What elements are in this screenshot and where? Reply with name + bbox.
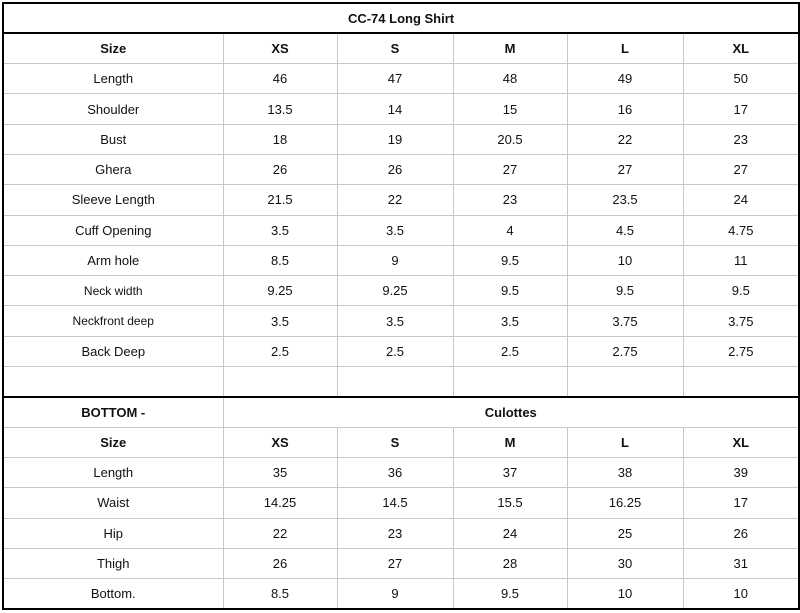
measurement-value-s: 19 <box>337 124 453 154</box>
measurement-value-xs: 3.5 <box>223 215 337 245</box>
bottom-size-header-row <box>3 427 799 457</box>
table-row <box>3 457 799 487</box>
measurement-label: Waist <box>3 488 223 518</box>
measurement-value-m: 27 <box>453 154 567 184</box>
measurement-value-xl: 26 <box>683 518 799 548</box>
measurement-value-s: 14 <box>337 94 453 124</box>
measurement-value-xl: 17 <box>683 488 799 518</box>
measurement-value-s: 9 <box>337 579 453 609</box>
measurement-value-l: 27 <box>567 154 683 184</box>
table-row <box>3 488 799 518</box>
measurement-value-l: 2.75 <box>567 336 683 366</box>
measurement-value-m: 23 <box>453 185 567 215</box>
table-row <box>3 548 799 578</box>
measurement-value-xs: 13.5 <box>223 94 337 124</box>
measurement-value-m: 3.5 <box>453 306 567 336</box>
measurement-value-m: 48 <box>453 64 567 94</box>
measurement-label: Arm hole <box>3 245 223 275</box>
table-row <box>3 518 799 548</box>
measurement-value-xs: 26 <box>223 154 337 184</box>
table-row <box>3 185 799 215</box>
measurement-value-xs: 46 <box>223 64 337 94</box>
size-chart-table <box>2 2 800 610</box>
bottom-section-label: BOTTOM - <box>3 397 223 427</box>
empty-cell <box>3 367 223 397</box>
spacer-row <box>3 367 799 397</box>
measurement-value-l: 49 <box>567 64 683 94</box>
measurement-value-m: 28 <box>453 548 567 578</box>
bottom-size-header-xs: XS <box>223 427 337 457</box>
measurement-value-xl: 10 <box>683 579 799 609</box>
bottom-size-header-l: L <box>567 427 683 457</box>
table-row <box>3 336 799 366</box>
measurement-label: Sleeve Length <box>3 185 223 215</box>
measurement-value-xs: 21.5 <box>223 185 337 215</box>
measurement-label: Ghera <box>3 154 223 184</box>
empty-cell <box>567 367 683 397</box>
measurement-value-s: 47 <box>337 64 453 94</box>
empty-cell <box>683 367 799 397</box>
measurement-value-l: 30 <box>567 548 683 578</box>
bottom-header-row <box>3 397 799 427</box>
size-chart-body <box>3 3 799 609</box>
measurement-value-l: 38 <box>567 457 683 487</box>
bottom-section-title: Culottes <box>223 397 799 427</box>
measurement-value-s: 26 <box>337 154 453 184</box>
measurement-value-xs: 18 <box>223 124 337 154</box>
table-row <box>3 306 799 336</box>
measurement-value-xl: 31 <box>683 548 799 578</box>
table-row <box>3 245 799 275</box>
measurement-value-l: 3.75 <box>567 306 683 336</box>
measurement-value-s: 3.5 <box>337 215 453 245</box>
measurement-value-xs: 8.5 <box>223 579 337 609</box>
measurement-value-s: 9 <box>337 245 453 275</box>
measurement-label: Shoulder <box>3 94 223 124</box>
measurement-value-l: 23.5 <box>567 185 683 215</box>
measurement-label: Back Deep <box>3 336 223 366</box>
measurement-value-xl: 3.75 <box>683 306 799 336</box>
measurement-value-xl: 17 <box>683 94 799 124</box>
measurement-value-xl: 39 <box>683 457 799 487</box>
empty-cell <box>223 367 337 397</box>
table-row <box>3 94 799 124</box>
measurement-value-xl: 50 <box>683 64 799 94</box>
measurement-value-xs: 3.5 <box>223 306 337 336</box>
size-header-label: Size <box>3 33 223 63</box>
empty-cell <box>453 367 567 397</box>
measurement-value-m: 9.5 <box>453 276 567 306</box>
measurement-label: Bust <box>3 124 223 154</box>
measurement-label: Neck width <box>3 276 223 306</box>
measurement-value-xl: 2.75 <box>683 336 799 366</box>
measurement-label: Neckfront deep <box>3 306 223 336</box>
measurement-value-xl: 24 <box>683 185 799 215</box>
measurement-value-l: 16.25 <box>567 488 683 518</box>
size-header-s: S <box>337 33 453 63</box>
measurement-value-l: 10 <box>567 245 683 275</box>
measurement-value-m: 9.5 <box>453 245 567 275</box>
measurement-value-m: 15 <box>453 94 567 124</box>
measurement-value-l: 22 <box>567 124 683 154</box>
table-row <box>3 124 799 154</box>
measurement-value-m: 24 <box>453 518 567 548</box>
bottom-size-header-xl: XL <box>683 427 799 457</box>
measurement-value-s: 3.5 <box>337 306 453 336</box>
measurement-value-xl: 4.75 <box>683 215 799 245</box>
table-row <box>3 276 799 306</box>
table-row <box>3 215 799 245</box>
measurement-label: Length <box>3 457 223 487</box>
measurement-label: Hip <box>3 518 223 548</box>
title-row <box>3 3 799 33</box>
measurement-label: Thigh <box>3 548 223 578</box>
measurement-value-xl: 11 <box>683 245 799 275</box>
measurement-value-s: 9.25 <box>337 276 453 306</box>
size-header-m: M <box>453 33 567 63</box>
measurement-value-s: 2.5 <box>337 336 453 366</box>
size-header-xs: XS <box>223 33 337 63</box>
size-header-row <box>3 33 799 63</box>
size-header-l: L <box>567 33 683 63</box>
measurement-value-xs: 9.25 <box>223 276 337 306</box>
measurement-value-m: 9.5 <box>453 579 567 609</box>
measurement-value-s: 22 <box>337 185 453 215</box>
measurement-value-m: 20.5 <box>453 124 567 154</box>
measurement-value-xs: 8.5 <box>223 245 337 275</box>
table-row <box>3 579 799 609</box>
bottom-size-header-s: S <box>337 427 453 457</box>
measurement-value-l: 10 <box>567 579 683 609</box>
measurement-value-xl: 27 <box>683 154 799 184</box>
measurement-label: Bottom. <box>3 579 223 609</box>
measurement-value-xs: 26 <box>223 548 337 578</box>
table-title: CC-74 Long Shirt <box>3 3 799 33</box>
bottom-size-header-label: Size <box>3 427 223 457</box>
size-header-xl: XL <box>683 33 799 63</box>
measurement-value-l: 4.5 <box>567 215 683 245</box>
measurement-value-m: 15.5 <box>453 488 567 518</box>
measurement-value-m: 37 <box>453 457 567 487</box>
measurement-value-s: 14.5 <box>337 488 453 518</box>
measurement-value-s: 23 <box>337 518 453 548</box>
table-row <box>3 64 799 94</box>
measurement-value-xl: 9.5 <box>683 276 799 306</box>
measurement-value-xs: 14.25 <box>223 488 337 518</box>
measurement-label: Length <box>3 64 223 94</box>
measurement-value-xs: 22 <box>223 518 337 548</box>
measurement-value-l: 16 <box>567 94 683 124</box>
measurement-value-xs: 2.5 <box>223 336 337 366</box>
bottom-size-header-m: M <box>453 427 567 457</box>
measurement-value-l: 9.5 <box>567 276 683 306</box>
measurement-value-s: 27 <box>337 548 453 578</box>
measurement-value-m: 2.5 <box>453 336 567 366</box>
measurement-value-l: 25 <box>567 518 683 548</box>
table-row <box>3 154 799 184</box>
measurement-value-s: 36 <box>337 457 453 487</box>
measurement-value-xl: 23 <box>683 124 799 154</box>
measurement-value-xs: 35 <box>223 457 337 487</box>
empty-cell <box>337 367 453 397</box>
measurement-label: Cuff Opening <box>3 215 223 245</box>
measurement-value-m: 4 <box>453 215 567 245</box>
